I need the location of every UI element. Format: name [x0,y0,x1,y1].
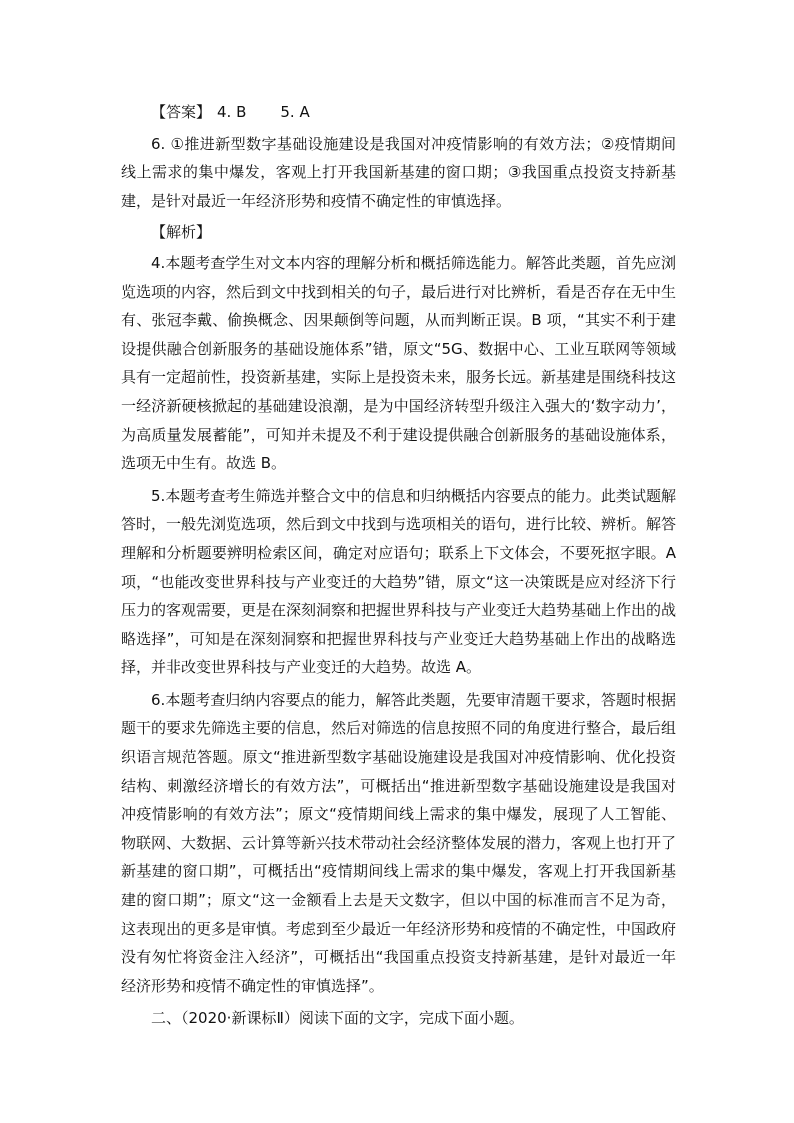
answer-line [121,98,676,127]
explanation-6-paragraph: 6.本题考查归纳内容要点的能力，解答此类题，先要审清题干要求，答题时根据题干的要求先筛选主要的信息，然后对筛选的信息按照不同的角度进行整合，最后组织语言规范答题。原文“推进新型数字基础设施建设是我国对冲疫情影响、优化投资结构、刺激经济增长的有效方法”，可概括出“推进新型数字基础设施建设是我国对冲疫情影响的有效方法”；原文“疫情期间线上需求的集中爆发，展现了人工智能、物联网、大数据、云计算等新兴技术带动社会经济整体发展的潜力，客观上也打开了新基建的窗口期”，可概括出“疫情期间线上需求的集中爆发，客观上打开我国新基建的窗口期”；原文“这一金额看上去是天文数字，但以中国的标准而言不足为奇，这表现出的更多是审慎。考虑到至少最近一年经济形势和疫情的不确定性，中国政府没有匆忙将资金注入经济”，可概括出“我国重点投资支持新基建，是针对最近一年经济形势和疫情不确定性的审慎选择”。 [121,690,677,995]
section-2-heading: 二、（2020·新课标Ⅱ）阅读下面的文字，完成下面小题。 [151,1009,524,1028]
explanation-4-paragraph: 4.本题考查学生对文本内容的理解分析和概括筛选能力。解答此类题，首先应浏览选项的内容，然后到文中找到相关的句子，最后进行对比辨析，看是否存在无中生有、张冠李戴、偷换概念、因果颠倒等问题，从而判断正误。B 项，“其实不利于建设提供融合创新服务的基础设施体系”错，原文“5G、数据中心、工业互联网等领域具有一定超前性，投资新基建，实际上是投资未来，服务长远。新基建是围绕科技这一经济新硬核掀起的基础建设浪潮，是为中国经济转型升级注入强大的‘数字动力’，为高质量发展蓄能”，可知并未提及不利于建设提供融合创新服务的基础设施体系，选项无中生有。故选 B。 [121,253,677,473]
document-page [121,98,676,1033]
analysis-heading: 【解析】 [151,223,212,242]
answer-item-5: 5. A [280,103,310,121]
answer-tag: 【答案】 [151,103,212,121]
answer-6-paragraph: 6. ①推进新型数字基础设施建设是我国对冲疫情影响的有效方法；②疫情期间线上需求的集中爆发，客观上打开我国新基建的窗口期；③我国重点投资支持新基建，是针对最近一年经济形势和疫情不确定性的审慎选择。 [121,134,676,210]
answer-item-4: 4. B [217,103,247,121]
explanation-5-paragraph: 5.本题考查考生筛选并整合文中的信息和归纳概括内容要点的能力。此类试题解答时，一般先浏览选项，然后到文中找到与选项相关的语句，进行比较、辨析。解答理解和分析题要辨明检索区间，确定对应语句；联系上下文体会，不要死抠字眼。A 项，“也能改变世界科技与产业变迁的大趋势”错，原文“这一决策既是应对经济下行压力的客观需要，更是在深刻洞察和把握世界科技与产业变迁大趋势基础上作出的战略选择”，可知是在深刻洞察和把握世界科技与产业变迁大趋势基础上作出的战略选择，并非改变世界科技与产业变迁的大趋势。故选 A。 [121,486,677,677]
